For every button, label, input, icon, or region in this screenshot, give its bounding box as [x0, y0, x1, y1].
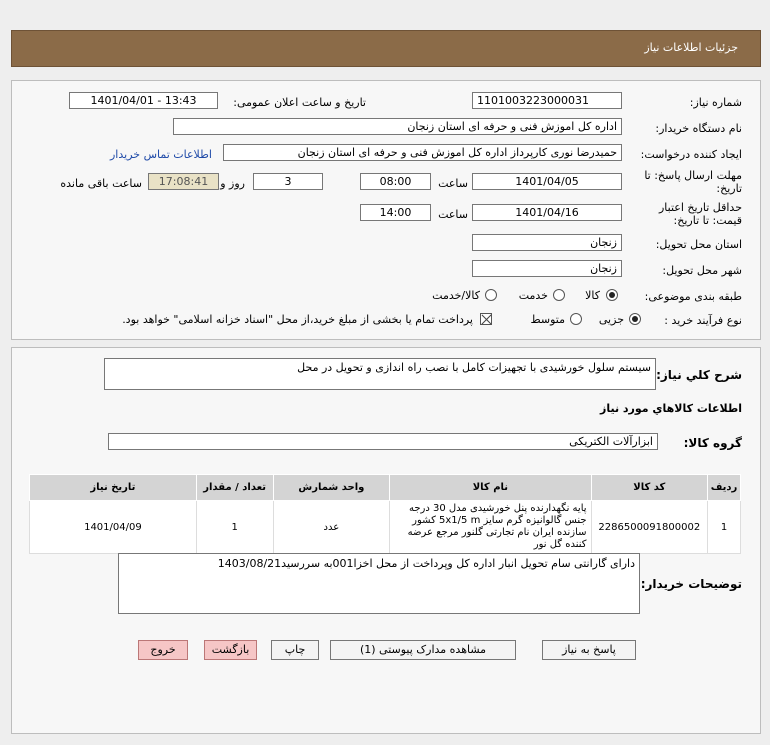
validity-date-field: 1401/04/16 [472, 204, 622, 221]
col-row: ردیف [708, 475, 741, 501]
validity-time-label: ساعت [438, 208, 468, 221]
goods-table-header [30, 475, 741, 501]
process-type-label: نوع فرآیند خرید : [664, 314, 742, 327]
buyer-org-field: اداره کل اموزش فنی و حرفه ای استان زنجان [173, 118, 622, 135]
table-row [30, 501, 741, 554]
exit-button[interactable]: خروج [138, 640, 188, 660]
cell-row: 1 [708, 501, 741, 554]
reply-button[interactable]: پاسخ به نیاز [542, 640, 636, 660]
announce-datetime-field: 1401/04/01 - 13:43 [69, 92, 218, 109]
category-label: طبقه بندی موضوعی: [644, 290, 742, 303]
category-radio-goods[interactable] [606, 289, 618, 301]
days-remaining-field: 3 [253, 173, 323, 190]
province-label: استان محل تحویل: [655, 238, 742, 251]
process-radio-minor[interactable] [629, 313, 641, 325]
cell-name: پایه نگهدارنده پنل خورشیدی مدل 30 درجه جنس گالوانیزه گرم سایز 5x1/5 m کشور سازنده ایران نام تجارتی گلنور مرجع عرضه کننده گل نور [390, 501, 591, 554]
province-field: زنجان [472, 234, 622, 251]
cell-date: 1401/04/09 [30, 501, 197, 554]
category-option-goods-service: کالا/خدمت [432, 289, 480, 302]
need-number-field: 1101003223000031 [472, 92, 622, 109]
col-qty: تعداد / مقدار [196, 475, 273, 501]
buyer-notes-field: دارای گارانتی سام تحویل انبار اداره کل وپرداخت از محل اخزا001به سررسید1403/08/21 [118, 553, 640, 614]
validity-label-line2: قیمت: تا تاریخ: [673, 214, 742, 227]
process-option-medium: متوسط [530, 313, 565, 326]
col-unit: واحد شمارش [273, 475, 390, 501]
validity-label-line1: حداقل تاریخ اعتبار [658, 201, 742, 214]
validity-time-field: 14:00 [360, 204, 431, 221]
treasury-payment-checkbox[interactable] [480, 313, 492, 325]
summary-label: شرح کلي نياز: [656, 368, 742, 382]
cell-code: 2286500091800002 [591, 501, 708, 554]
city-label: شهر محل تحویل: [662, 264, 742, 277]
col-code: کد کالا [591, 475, 708, 501]
remaining-time-label: ساعت باقی مانده [60, 177, 142, 190]
creator-label: ایجاد کننده درخواست: [640, 148, 742, 161]
attachments-button[interactable]: مشاهده مدارک پیوستی (1) [330, 640, 516, 660]
buyer-notes-label: توضیحات خریدار: [640, 577, 742, 591]
category-radio-goods-service[interactable] [485, 289, 497, 301]
announce-label: تاریخ و ساعت اعلان عمومی: [233, 96, 366, 109]
buyer-org-label: نام دستگاه خریدار: [655, 122, 742, 135]
back-button[interactable]: بازگشت [204, 640, 257, 660]
cell-qty: 1 [196, 501, 273, 554]
print-button[interactable]: چاپ [271, 640, 319, 660]
remaining-time-field: 17:08:41 [148, 173, 219, 190]
deadline-label-line2: تاریخ: [716, 182, 742, 195]
goods-section-title: اطلاعات کالاهاي مورد نياز [600, 402, 742, 415]
city-field: زنجان [472, 260, 622, 277]
page-header [11, 30, 761, 67]
page-title: جزئیات اطلاعات نیاز [644, 41, 738, 54]
days-label: روز و [220, 177, 245, 190]
goods-group-field: ابزارآلات الکتریکی [108, 433, 658, 450]
category-option-goods: کالا [585, 289, 600, 302]
category-radio-service[interactable] [553, 289, 565, 301]
buyer-contact-link[interactable]: اطلاعات تماس خریدار [110, 148, 212, 161]
goods-table [29, 474, 741, 554]
deadline-label-line1: مهلت ارسال پاسخ: تا [644, 169, 742, 182]
summary-field: سیستم سلول خورشیدی با تجهیزات کامل با نصب راه اندازی و تحویل در محل [104, 358, 656, 390]
need-number-label: شماره نیاز: [689, 96, 742, 109]
process-radio-medium[interactable] [570, 313, 582, 325]
treasury-payment-note: پرداخت تمام یا بخشی از مبلغ خرید،از محل "اسناد خزانه اسلامی" خواهد بود. [122, 313, 473, 326]
process-option-minor: جزیی [598, 313, 624, 326]
goods-group-label: گروه کالا: [683, 436, 742, 450]
col-date: تاریخ نیاز [30, 475, 197, 501]
deadline-date-field: 1401/04/05 [472, 173, 622, 190]
creator-field: حمیدرضا نوری کارپرداز اداره کل اموزش فنی و حرفه ای استان زنجان [223, 144, 622, 161]
deadline-time-label: ساعت [438, 177, 468, 190]
deadline-time-field: 08:00 [360, 173, 431, 190]
category-option-service: خدمت [518, 289, 548, 302]
cell-unit: عدد [273, 501, 390, 554]
col-name: نام کالا [390, 475, 591, 501]
